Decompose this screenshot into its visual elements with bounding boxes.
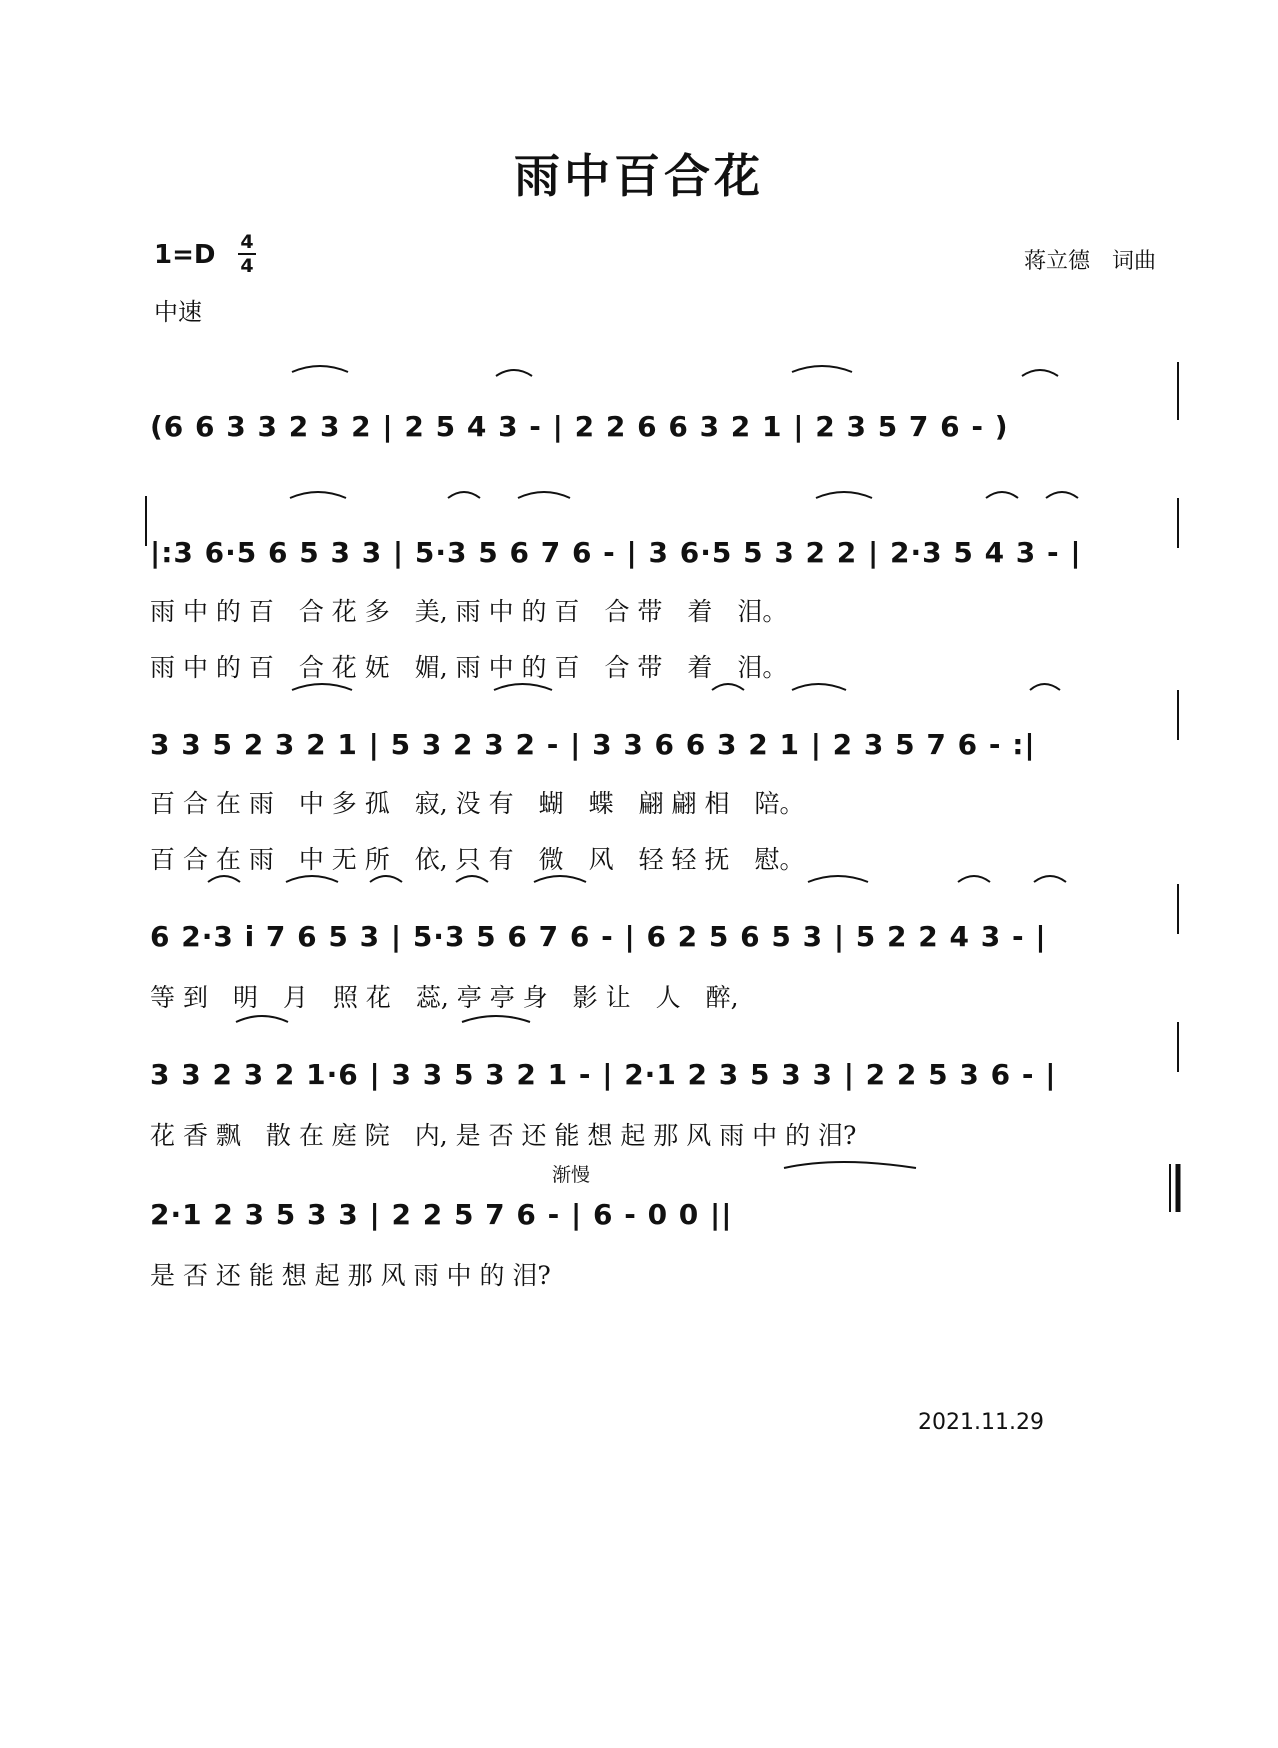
slur [1034, 876, 1066, 882]
slur [958, 876, 990, 882]
slur [286, 876, 338, 882]
notation-line-6: 2·1 2 3 5 3 3 | 2 2 5 7 6 - | 6 - 0 0 || [150, 1198, 733, 1231]
ritardando-mark: 渐慢 [552, 1164, 591, 1186]
slur [208, 876, 240, 882]
tempo-mark: 中速 [154, 298, 202, 326]
time-sig-denominator: 4 [240, 255, 254, 277]
key-signature: 1=D [154, 240, 216, 270]
time-sig-numerator: 4 [240, 231, 254, 253]
slur [448, 492, 480, 498]
slur [496, 370, 532, 376]
slur [534, 876, 586, 882]
notation-line-2: |:3 6·5 6 5 3 3 | 5·3 5 6 7 6 - | 3 6·5 5 3 2 2 | 2·3 5 4 3 - | [150, 536, 1082, 569]
slur [290, 492, 346, 498]
lyric-line-2a: 雨 中 的 百 合 花 多 美, 雨 中 的 百 合 带 着 泪。 [150, 597, 788, 626]
slur [462, 1016, 530, 1022]
lyric-line-6: 是 否 还 能 想 起 那 风 雨 中 的 泪? [150, 1261, 551, 1290]
slur [986, 492, 1018, 498]
slur [808, 876, 868, 882]
slur [292, 684, 352, 690]
lyric-line-2b: 雨 中 的 百 合 花 妩 媚, 雨 中 的 百 合 带 着 泪。 [150, 653, 788, 682]
slur [792, 366, 852, 372]
slur [236, 1016, 288, 1022]
slur [784, 1162, 916, 1168]
lyric-line-3b: 百 合 在 雨 中 无 所 依, 只 有 微 风 轻 轻 抚 慰。 [150, 845, 805, 874]
slur [712, 684, 744, 690]
notation-line-3: 3 3 5 2 3 2 1 | 5 3 2 3 2 - | 3 3 6 6 3 2 1 | 2 3 5 7 6 - :| [150, 728, 1036, 761]
slur [292, 366, 348, 372]
song-title: 雨中百合花 [514, 149, 764, 203]
slur [518, 492, 570, 498]
lyric-line-3a: 百 合 在 雨 中 多 孤 寂, 没 有 蝴 蝶 翩 翩 相 陪。 [150, 789, 805, 818]
lyric-line-5: 花 香 飘 散 在 庭 院 内, 是 否 还 能 想 起 那 风 雨 中 的 泪? [150, 1121, 857, 1150]
slur [1046, 492, 1078, 498]
slur [792, 684, 846, 690]
author-credit: 蒋立德 词曲 [1024, 249, 1157, 274]
slur [816, 492, 872, 498]
notation-line-5: 3 3 2 3 2 1·6 | 3 3 5 3 2 1 - | 2·1 2 3 5 3 3 | 2 2 5 3 6 - | [150, 1058, 1057, 1091]
time-signature [238, 232, 256, 276]
notation-line-1: (6 6 3 3 2 3 2 | 2 5 4 3 - | 2 2 6 6 3 2 1 | 2 3 5 7 6 - ) [150, 410, 1009, 443]
slur [1030, 684, 1060, 690]
lyric-line-4: 等 到 明 月 照 花 蕊, 亭 亭 身 影 让 人 醉, [150, 983, 739, 1012]
date-stamp: 2021.11.29 [918, 1410, 1044, 1435]
slur [370, 876, 402, 882]
notation-line-4: 6 2·3 i 7 6 5 3 | 5·3 5 6 7 6 - | 6 2 5 6 5 3 | 5 2 2 4 3 - | [150, 920, 1047, 953]
slur [494, 684, 552, 690]
slur [456, 876, 488, 882]
slur [1022, 370, 1058, 376]
